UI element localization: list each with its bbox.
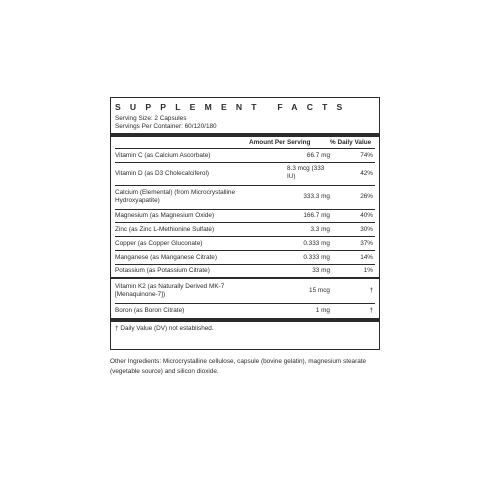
- other-ingredients: Other Ingredients: Microcrystalline cellulose, capsule (bovine gelatin), magnesium stearate (vegetable source) and silicon dioxide.: [110, 358, 367, 375]
- nutrient-dv: 37%: [360, 240, 373, 247]
- nutrient-name: Vitamin D (as D3 Cholecalciferol): [115, 170, 209, 177]
- nutrient-row: [115, 304, 375, 317]
- nutrient-row: [115, 265, 375, 277]
- nutrient-dv: †: [369, 287, 373, 294]
- panel-title: SUPPLEMENT FACTS: [115, 102, 352, 112]
- nutrient-dv: 40%: [360, 212, 373, 219]
- nutrient-amount: 66.7 mg: [306, 152, 330, 159]
- footnote: † Daily Value (DV) not established.: [115, 325, 214, 332]
- nutrient-row: [115, 163, 375, 186]
- nutrient-dv: 26%: [360, 193, 373, 200]
- nutrient-dv: †: [369, 307, 373, 314]
- nutrient-row: [115, 251, 375, 265]
- serving-size: Serving Size: 2 Capsules: [115, 115, 187, 122]
- nutrient-name: Calcium (Elemental) (from Microcrystalline Hydroxyapatite): [115, 189, 236, 204]
- nutrient-amount: 33 mg: [312, 267, 330, 274]
- nutrient-amount: 3.3 mg: [310, 226, 330, 233]
- nutrient-name: Copper (as Copper Gluconate): [115, 240, 203, 247]
- dv-header: % Daily Value: [330, 139, 372, 146]
- nutrient-row: [115, 149, 375, 163]
- nutrient-row: [115, 210, 375, 223]
- nutrient-amount: 0.333 mg: [303, 240, 330, 247]
- nutrient-amount: 333.3 mg: [303, 193, 330, 200]
- nutrient-row: [115, 279, 375, 304]
- nutrient-amount: 0.333 mg: [303, 254, 330, 261]
- nutrient-dv: 74%: [360, 152, 373, 159]
- nutrient-dv: 42%: [360, 170, 373, 177]
- nutrient-amount: 8.3 mcg (333 IU): [287, 165, 325, 180]
- nutrient-row: [115, 237, 375, 251]
- nutrient-row: [115, 186, 375, 210]
- nutrient-name: Potassium (as Potassium Citrate): [115, 267, 210, 274]
- nutrient-amount: 1 mg: [315, 307, 330, 314]
- servings-per-container: Servings Per Container: 60/120/180: [115, 123, 217, 130]
- nutrient-dv: 30%: [360, 226, 373, 233]
- nutrient-amount: 15 mcg: [309, 287, 330, 294]
- nutrient-name: Magnesium (as Magnesium Oxide): [115, 212, 215, 219]
- nutrient-name: Vitamin C (as Calcium Ascorbate): [115, 152, 211, 159]
- nutrient-name: Manganese (as Manganese Citrate): [115, 254, 217, 261]
- nutrient-amount: 166.7 mg: [303, 212, 330, 219]
- nutrient-dv: 1%: [363, 267, 373, 274]
- nutrient-name: Vitamin K2 (as Naturally Derived MK-7 [Menaquinone-7]): [115, 283, 225, 298]
- amount-header: Amount Per Serving: [249, 139, 311, 146]
- nutrient-name: Zinc (as Zinc L-Methionine Sulfate): [115, 226, 215, 233]
- supplement-facts-panel: [110, 97, 380, 350]
- column-header: [115, 137, 375, 149]
- nutrient-row: [115, 223, 375, 237]
- nutrient-dv: 14%: [360, 254, 373, 261]
- nutrient-name: Boron (as Boron Citrate): [115, 307, 185, 314]
